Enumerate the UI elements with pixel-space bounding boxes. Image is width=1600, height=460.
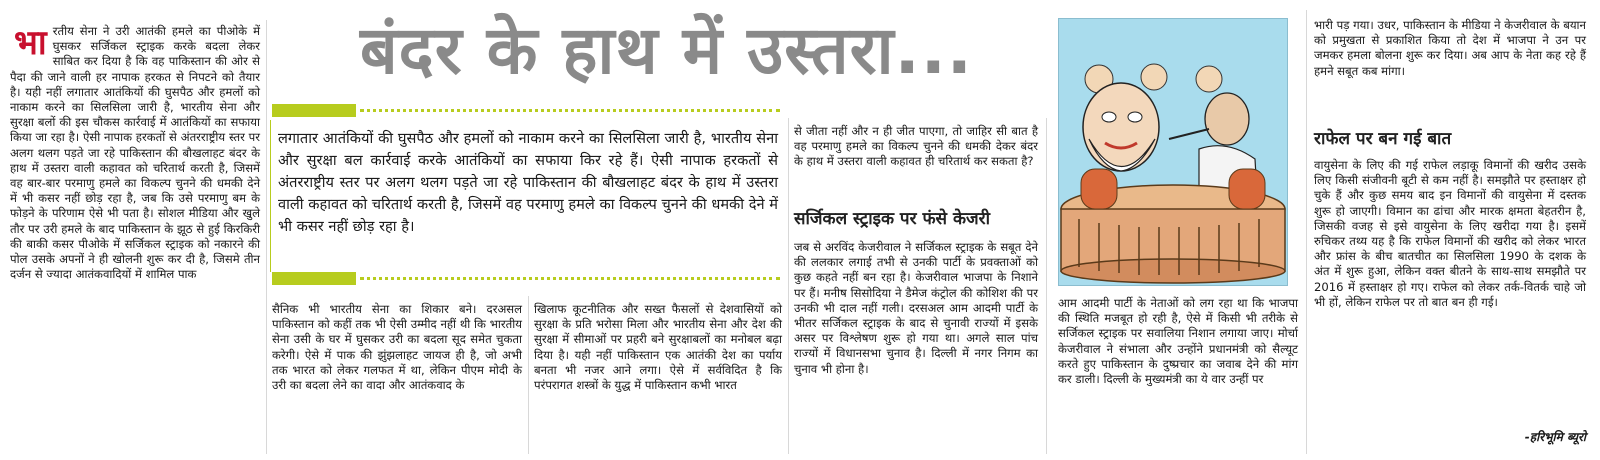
column-6-body-text: वायुसेना के लिए की गई राफेल लड़ाकू विमानों की खरीद उसके लिए किसी संजीवनी बूटी से कम नहीं है। समझौते पर हस्ताक्षर हो चुके हैं और कुछ समय बाद इन विमानों की वायुसेना में दस्तक शुरू हो जाएगी। विमान का ढांचा और मारक क्षमता बेहतरीन है, जिसकी वजह से इसे वायुसेना के लिए खरीदा गया है। इसमें रुचिकर तथ्य यह है कि राफेल विमानों की खरीद को लेकर भारत और फ्रांस के बीच बातचीत का सिलसिला 1990 के दशक के अंत में शुरू हुआ, लेकिन वक्त बीतने के साथ-साथ समझौते पर 2016 में हस्ताक्षर हो गए। राफेल को लेकर तर्क-वितर्क चाहे जो भी हों, लेकिन राफेल पर तो बात बन ही गई। — [1314, 158, 1586, 309]
column-divider — [528, 296, 529, 454]
column-5 — [1058, 296, 1298, 387]
pullquote-side-rule — [270, 120, 277, 272]
column-3-text: खिलाफ कूटनीतिक और सख्त फैसलों से देशवासियों को सुरक्षा के प्रति भरोसा मिला और भारतीय सेना और देश की सुरक्षा में सीमाओं पर प्रहरी बने सुरक्षाबलों का मनोबल बढ़ा दिया है। यही नहीं पाकिस्तान एक आतंकी देश का पर्याय बनता भी नजर आने लगा। ऐसे में सर्वविदित है कि परंपरागत शस्त्रों के युद्ध में पाकिस्तान कभी भारत — [534, 302, 782, 393]
column-4-top-text: से जीता नहीं और न ही जीत पाएगा, तो जाहिर सी बात है वह परमाणु हमले का विकल्प चुनने की धमकी देकर बंदर के हाथ में उस्तरा वाली कहावत ही चरितार्थ कर सकता है? — [794, 124, 1038, 169]
column-divider — [788, 118, 789, 454]
column-divider — [266, 20, 267, 454]
pullquote-bottom-bar — [272, 272, 356, 285]
subhead-rafale: राफेल पर बन गई बात — [1314, 129, 1452, 149]
pullquote-bottom-dots — [360, 277, 780, 280]
column-6-body — [1314, 158, 1586, 310]
subhead-kejri: सर्जिकल स्ट्राइक पर फंसे केजरी — [794, 209, 990, 229]
headline: बंदर के हाथ में उस्तरा... — [360, 12, 973, 89]
cartoon-drawing — [1059, 19, 1287, 285]
column-4 — [794, 124, 1038, 170]
cartoon-illustration — [1058, 18, 1288, 286]
pullquote: लगातार आतंकियों की घुसपैठ और हमलों को नाकाम करने का सिलसिला जारी है, भारतीय सेना और सुरक्षा बल कार्रवाई करके आतंकियों का सफाया किर रहे हैं। ऐसी नापाक हरकतों से अंतरराष्ट्रीय स्तर पर अलग थलग पड़ते जा रहे पाकिस्तान की बौखलाहट बंदर के हाथ में उस्तरा वाली कहावत को चरितार्थ करती है, जिसमें वह परमाणु हमले का विकल्प चुनने की धमकी देने में भी कसर नहीं छोड़ रहा है। — [278, 130, 778, 235]
drop-cap: भा — [14, 23, 47, 63]
column-6-top-text: भारी पड़ गया। उधर, पाकिस्तान के मीडिया ने केजरीवाल के बयान को प्रमुखता से प्रकाशित किया तो देश में भाजपा ने उन पर जमकर हमला बोलना शुरू कर दिया। अब आप के नेता कह रहे हैं हमने सबूत कब मांगा। — [1314, 18, 1586, 78]
column-3 — [534, 302, 782, 393]
column-divider — [1306, 10, 1307, 454]
column-1 — [10, 24, 260, 282]
column-1-text: रतीय सेना ने उरी आतंकी हमले का पीओके में घुसकर सर्जिकल स्ट्राइक करके बदला लेकर साबित कर दिया है कि वह पाकिस्तान की ओर से पैदा की जाने वाली हर नापाक हरकत से निपटने को तैयार है। यही नहीं लगातार आतंकियों की घुसपैठ और हमलों को नाकाम करने का सिलसिला जारी है, भारतीय सेना और सुरक्षा बलों की इस चौकस कार्रवाई में आतंकियों का सफाया किया जा रहा है। ऐसी नापाक हरकतों से अंतरराष्ट्रीय स्तर पर अलग थलग पड़ते जा रहे पाकिस्तान की बौखलाहट बंदर के हाथ में उस्तरा वाली कहावत को चरितार्थ करती है, जिसमें वह बार-बार परमाणु हमले का विकल्प चुनने की धमकी देने में भी कसर नहीं छोड़ रहा है, जब कि उसे परमाणु बम के फोड़ने के परिणाम ऐसे भी पता है। सोशल मीडिया और खुले तौर पर उरी हमले के बाद पाकिस्तान के झूठ से हुई किरकिरी की बाकी कसर पीओके में सर्जिकल स्ट्राइक को नकारने की पोल उसके अपनों ने ही खोलनी शुरू कर दी है, जिसमे तीन दर्जन से ज्यादा आतंकवादियों में शामिल पाक — [10, 24, 260, 282]
pullquote-top-dots — [360, 109, 780, 112]
column-4-body — [794, 240, 1038, 377]
column-2-text: सैनिक भी भारतीय सेना का शिकार बने। दरअसल पाकिस्तान को कहीं तक भी ऐसी उम्मीद नहीं थी कि भारतीय सेना उसी के घर में घुसकर उरी का बदला सूद समेत चुकता करेगी। ऐसे में पाक की झुंझलाहट जायज ही है, जो अभी तक भारत को लेकर गलफत में था, लेकिन पीएम मोदी के उरी का बदला लेने का वादा और आतंकवाद के — [272, 302, 522, 393]
column-4-body-text: जब से अरविंद केजरीवाल ने सर्जिकल स्ट्राइक के सबूत देने की ललकार लगाई तभी से उनकी पार्टी के प्रवक्ताओं को कुछ कहते नहीं बन रहा है। केजरीवाल भाजपा के निशाने पर हैं। मनीष सिसोदिया ने डैमेज कंट्रोल की कोशिश की पर उनकी भी दाल नहीं गली। दरसअल आम आदमी पार्टी के भीतर सर्जिकल स्ट्राइक के बाद से चुनावी राज्यों में इसके असर पर विश्लेषण शुरू हो गया था। अगले साल पांच राज्यों में विधानसभा चुनाव है। दिल्ली में नगर निगम का चुनाव भी होना है। — [794, 240, 1038, 376]
column-2 — [272, 302, 522, 393]
column-5-text: आम आदमी पार्टी के नेताओं को लग रहा था कि भाजपा की स्थिति मजबूत हो रही है, ऐसे में किसी भी तरीके से सर्जिकल स्ट्राइक पर सवालिया निशान लगाया जाए। मोर्चा केजरीवाल ने संभाला और उन्होंने प्रधानमंत्री को सैल्यूट करते हुए पाकिस्तान के दुष्प्रचार का जवाब देने की मांग कर डाली। दिल्ली के मुख्यमंत्री का ये वार उन्हीं पर — [1058, 296, 1298, 387]
column-divider — [1046, 118, 1047, 454]
byline-credit: -हरिभूमि ब्यूरो — [1524, 430, 1586, 444]
column-6 — [1314, 18, 1586, 79]
pullquote-top-bar — [272, 104, 356, 117]
